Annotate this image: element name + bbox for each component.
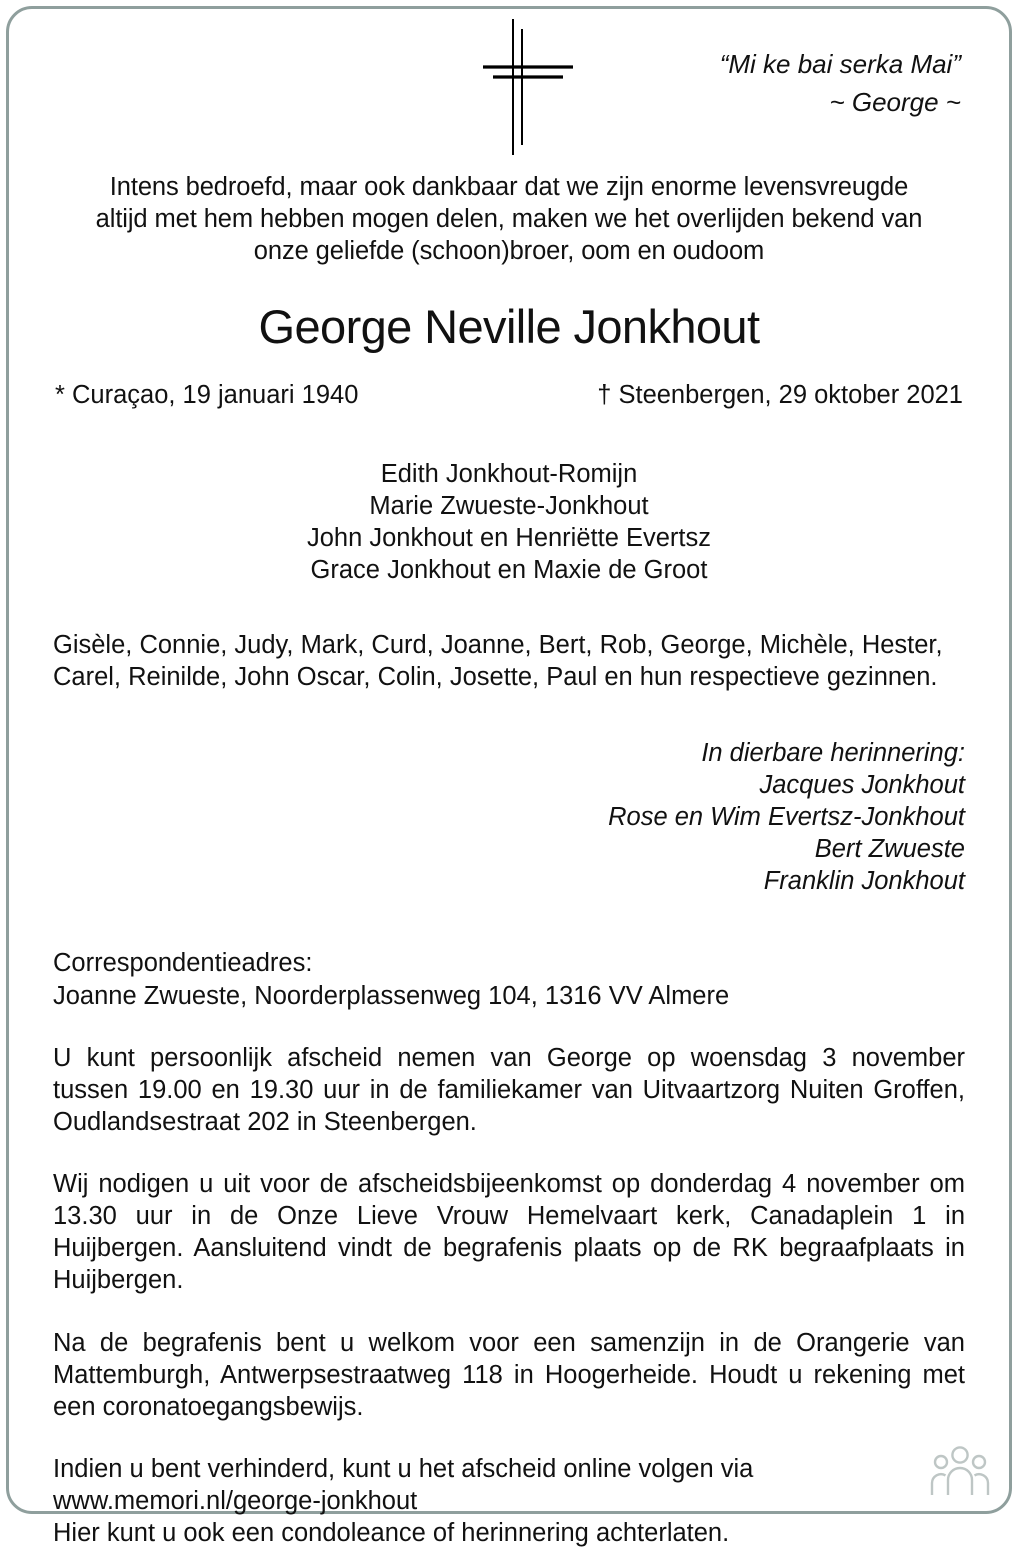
online-block (53, 1453, 965, 1549)
quote-text: “Mi ke bai serka Mai” (719, 49, 961, 79)
correspondence-label: Correspondentieadres: (53, 949, 313, 978)
family-extended-line-1: Gisèle, Connie, Judy, Mark, Curd, Joanne, Bert, Rob, George, Michèle, Hester, (53, 630, 943, 659)
online-closing-line: Hier kunt u ook een condoleance of herinnering achterlaten. (53, 1519, 730, 1548)
life-dates (53, 381, 965, 410)
family-direct-item: Marie Zwueste-Jonkhout (369, 492, 649, 521)
family-extended-list (53, 629, 965, 693)
in-memoriam-name: Jacques Jonkhout (759, 770, 965, 799)
family-extended-line-2: Carel, Reinilde, John Oscar, Colin, Josette, Paul en hun respectieve gezinnen. (53, 662, 938, 691)
death-info: † Steenbergen, 29 oktober 2021 (597, 381, 963, 410)
quote-block (720, 45, 961, 122)
online-intro-line: Indien u bent verhinderd, kunt u het afscheid online volgen via (53, 1454, 754, 1483)
info-blocks (53, 947, 965, 1549)
family-direct-list (53, 458, 965, 587)
memorial-url[interactable]: www.memori.nl/george-jonkhout (53, 1487, 418, 1516)
correspondence-block (53, 947, 965, 1011)
family-direct-item: Edith Jonkhout-Romijn (380, 460, 638, 489)
family-direct-item: John Jonkhout en Henriëtte Evertsz (307, 524, 711, 553)
quote-attribution: ~ George ~ (829, 87, 961, 118)
visitation-paragraph: U kunt persoonlijk afscheid nemen van George op woensdag 3 november tussen 19.00 en 19.30 uur in de familiekamer van Uitvaartzorg Nuiten Groffen, Oudlandsestraat 202 in Steenbergen. (53, 1043, 965, 1136)
in-memoriam-name: Rose en Wim Evertsz-Jonkhout (608, 803, 965, 832)
correspondence-address: Joanne Zwueste, Noorderplassenweg 104, 1316 VV Almere (53, 981, 730, 1010)
header (53, 9, 965, 157)
in-memoriam-block (53, 737, 965, 898)
deceased-name: George Neville Jonkhout (258, 300, 760, 354)
christian-cross-icon (475, 17, 585, 157)
birth-info: * Curaçao, 19 januari 1940 (55, 381, 359, 410)
obituary-card (6, 6, 1012, 1548)
in-memoriam-name: Franklin Jonkhout (763, 867, 965, 896)
intro-text (53, 171, 965, 267)
in-memoriam-heading: In dierbare herinnering: (701, 738, 965, 767)
three-people-group-logo (929, 1445, 991, 1497)
obituary-content (9, 9, 1009, 1548)
intro-line-2: altijd met hem hebben mogen delen, maken we het overlijden bekend van (95, 205, 923, 234)
family-direct-item: Grace Jonkhout en Maxie de Groot (310, 556, 708, 585)
in-memoriam-name: Bert Zwueste (814, 835, 965, 864)
ceremony-paragraph: Wij nodigen u uit voor de afscheidsbijeenkomst op donderdag 4 november om 13.30 uur in de Onze Lieve Vrouw Hemelvaart kerk, Canadaplein 1 in Huijbergen. Aansluitend vindt de begrafenis plaats op de RK begraafplaats in Huijbergen. (53, 1170, 965, 1295)
intro-line-3: onze geliefde (schoon)broer, oom en oudoom (253, 237, 765, 266)
reception-paragraph: Na de begrafenis bent u welkom voor een samenzijn in de Orangerie van Mattemburgh, Antwerpsestraatweg 118 in Hoogerheide. Houdt u rekening met een coronatoegangsbewijs. (53, 1328, 965, 1421)
intro-line-1: Intens bedroefd, maar ook dankbaar dat we zijn enorme levensvreugde (109, 173, 909, 201)
